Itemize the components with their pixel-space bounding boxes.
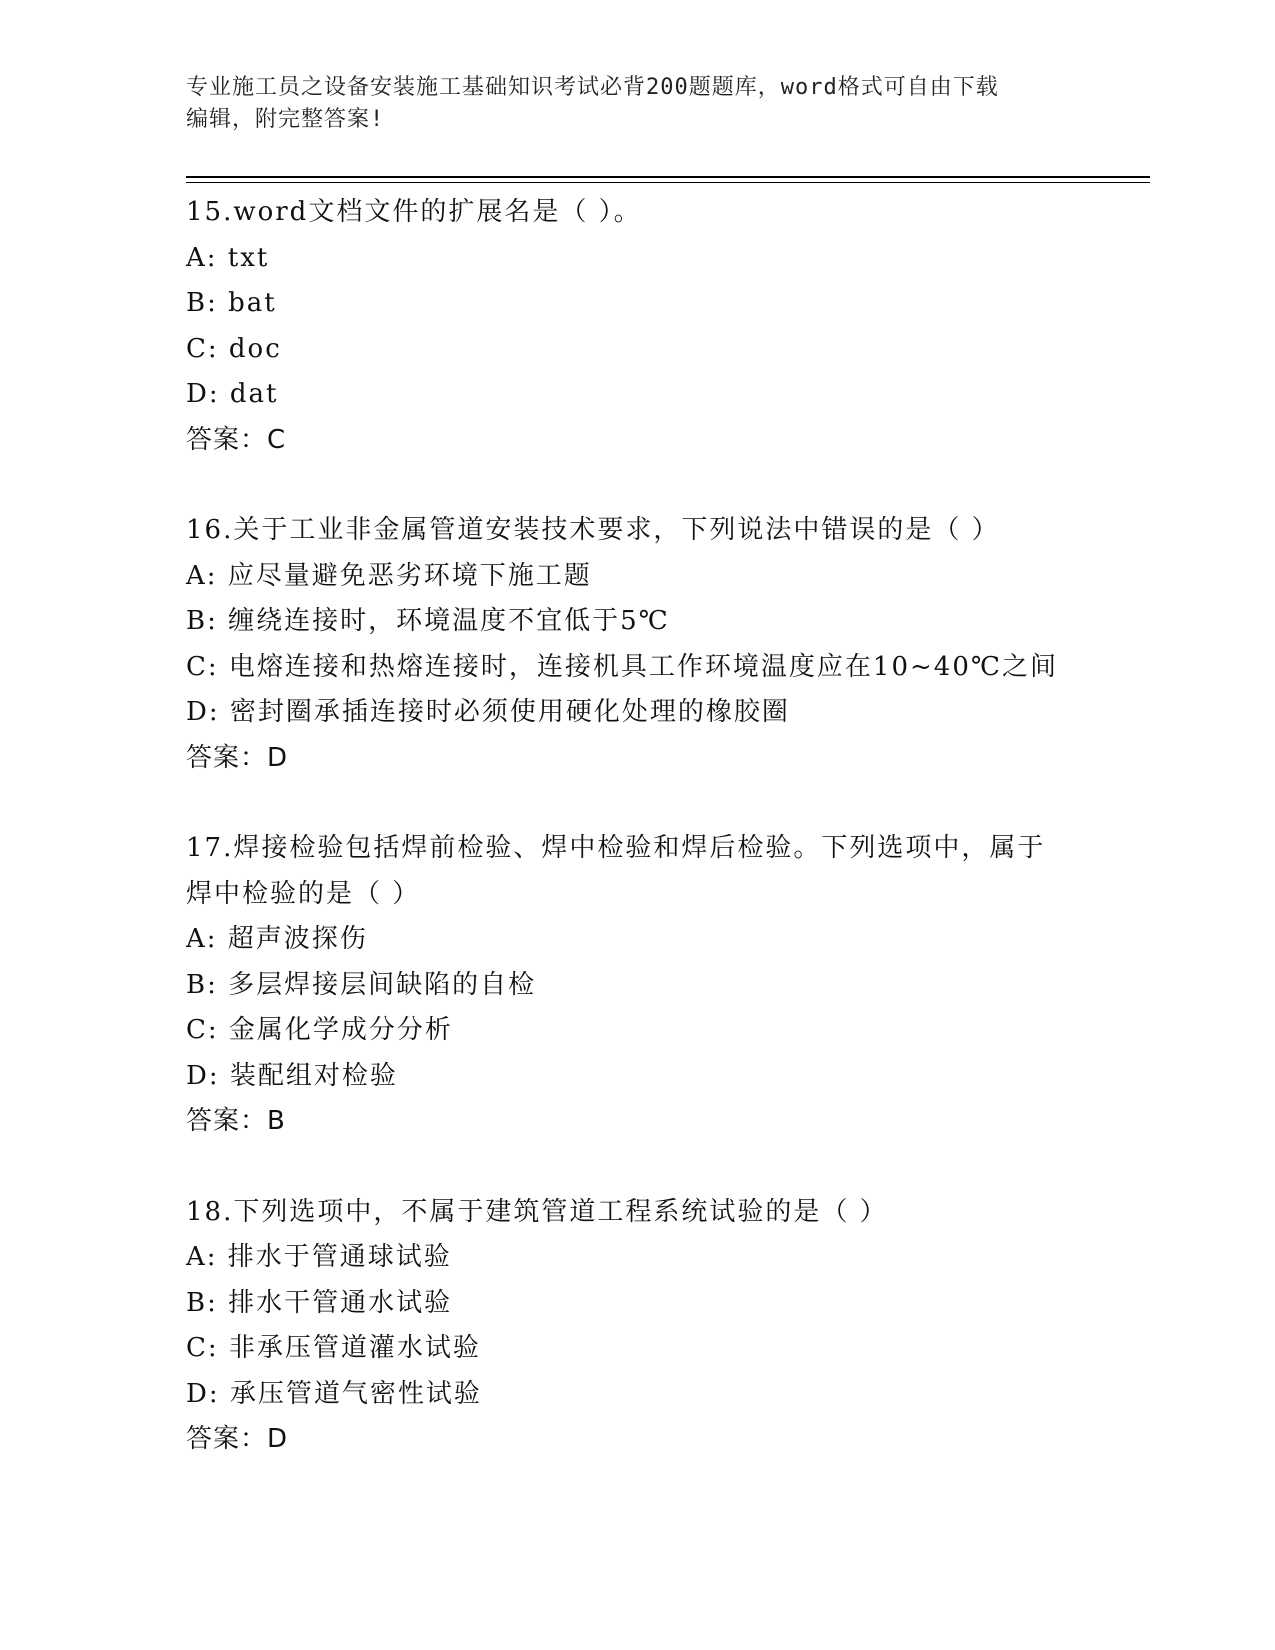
question-16 [186, 508, 1086, 781]
question-stem: 18.下列选项中，不属于建筑管道工程系统试验的是（ ） [186, 1196, 888, 1227]
header-title-line-2: 编辑，附完整答案! [186, 107, 385, 132]
header-divider-thick [186, 176, 1150, 178]
option-c: C: doc [186, 333, 282, 364]
question-stem-line-2: 焊中检验的是（ ） [186, 878, 421, 909]
question-stem: 15.word文档文件的扩展名是（ ）。 [186, 197, 642, 227]
option-d: D: 装配组对检验 [186, 1060, 398, 1091]
option-b: B: 排水干管通水试验 [186, 1287, 453, 1318]
document-header [186, 72, 1066, 136]
question-stem: 16.关于工业非金属管道安装技术要求，下列说法中错误的是（ ） [186, 515, 1000, 545]
header-divider-thin [186, 182, 1150, 183]
option-c: C: 非承压管道灌水试验 [186, 1333, 481, 1363]
header-title-line-1: 专业施工员之设备安装施工基础知识考试必背200题题库，word格式可自由下载 [186, 75, 999, 100]
question-list [186, 190, 1086, 1508]
answer-label: 答案：C [186, 424, 287, 455]
option-b: B: bat [186, 288, 277, 318]
option-a: A: 应尽量避免恶劣环境下施工题 [186, 560, 592, 591]
option-a: A: txt [186, 242, 270, 273]
question-18 [186, 1190, 1086, 1463]
option-d: D: 承压管道气密性试验 [186, 1378, 482, 1409]
answer-label: 答案：D [186, 1424, 289, 1454]
option-b: B: 多层焊接层间缺陷的自检 [186, 969, 537, 1000]
option-c: C: 金属化学成分分析 [186, 1015, 453, 1045]
answer-label: 答案：D [186, 742, 289, 773]
option-d: D: 密封圈承插连接时必须使用硬化处理的橡胶圈 [186, 697, 790, 727]
answer-label: 答案：B [186, 1106, 286, 1136]
question-15 [186, 190, 1086, 463]
option-a: A: 排水于管通球试验 [186, 1242, 452, 1272]
option-c: C: 电熔连接和热熔连接时，连接机具工作环境温度应在10~40℃之间 [186, 651, 1058, 682]
question-stem-line-1: 17.焊接检验包括焊前检验、焊中检验和焊后检验。下列选项中，属于 [186, 833, 1046, 863]
option-b: B: 缠绕连接时，环境温度不宜低于5℃ [186, 606, 670, 636]
option-d: D: dat [186, 379, 279, 409]
option-a: A: 超声波探伤 [186, 924, 368, 954]
question-17 [186, 826, 1086, 1145]
